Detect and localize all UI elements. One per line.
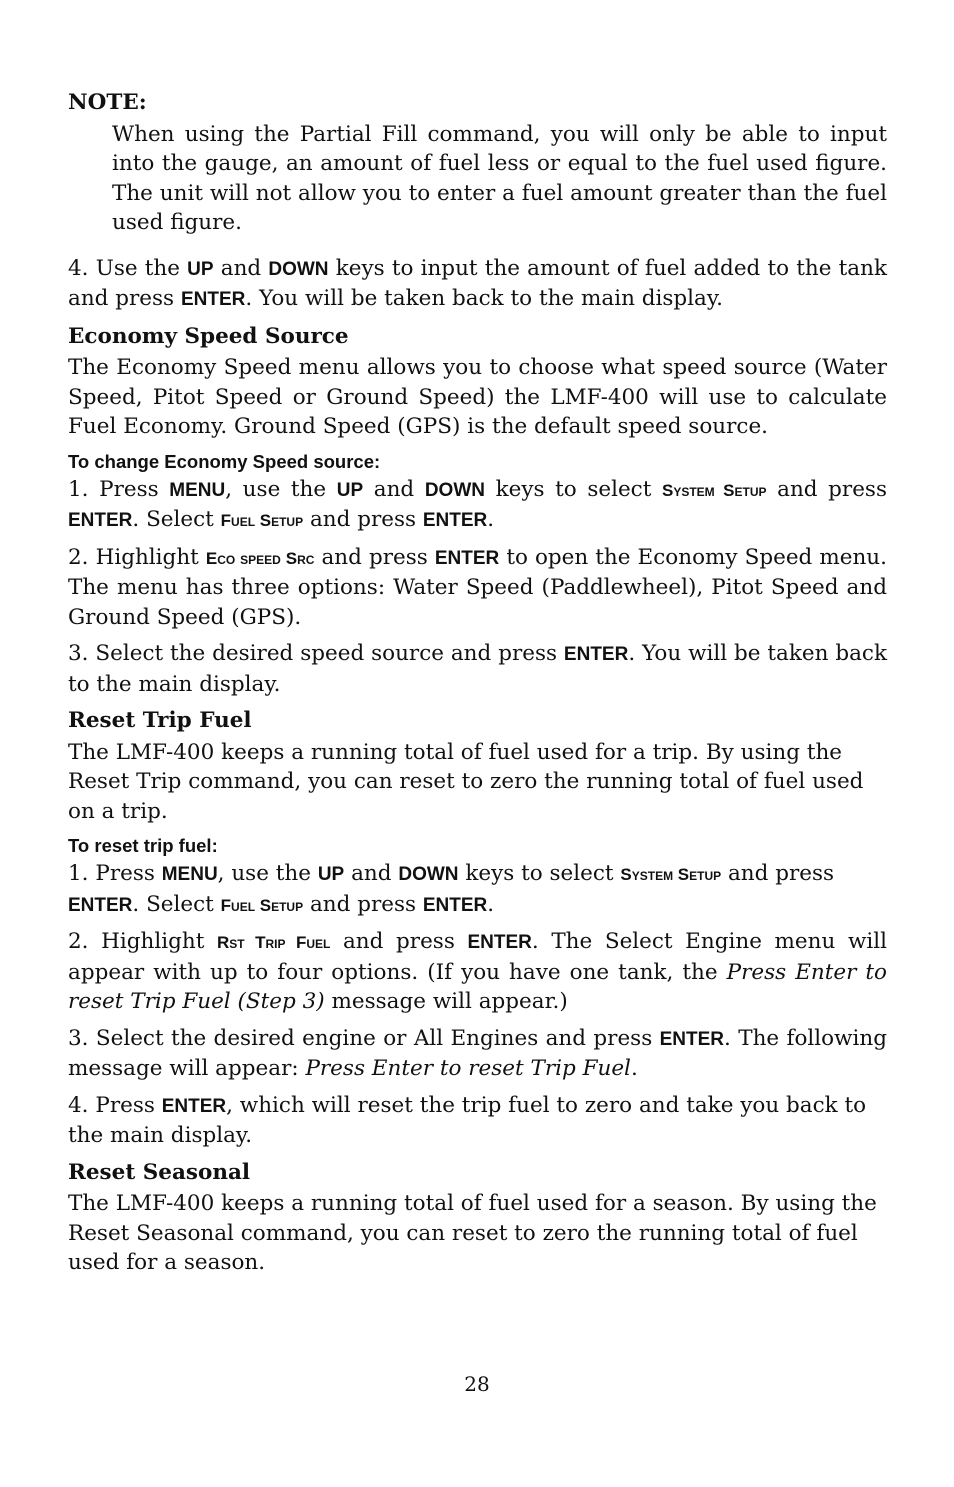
economy-step-1: 1. Press MENU, use the UP and DOWN keys to select System Setup and press ENTER. Select Fuel Setup and press ENTER. [68, 476, 888, 532]
key-enter: ENTER [467, 932, 532, 953]
key-enter: ENTER [161, 1095, 227, 1117]
menu-fuel-setup: Fuel Setup [220, 895, 304, 915]
heading-reset-trip-fuel: Reset Trip Fuel [68, 708, 252, 733]
key-enter: ENTER [422, 894, 488, 916]
menu-rst-trip-fuel: Rst Trip Fuel [216, 933, 331, 952]
key-enter: ENTER [180, 289, 246, 310]
key-enter: ENTER [422, 510, 488, 531]
key-menu: MENU [161, 864, 218, 885]
key-up: UP [336, 479, 364, 501]
heading-reset-seasonal: Reset Seasonal [68, 1159, 251, 1185]
economy-step-3: 3. Select the desired speed source and press ENTER. You will be taken back to the main display. [68, 641, 887, 697]
menu-system-setup: System Setup [661, 480, 767, 500]
menu-fuel-setup: Fuel Setup [220, 511, 304, 530]
seasonal-intro: The LMF-400 keeps a running total of fuel used for a season. By using the Reset Seasonal command, you can reset to zero the running total of fuel used for a season. [68, 1191, 877, 1275]
fill-step-4: 4. Use the UP and DOWN keys to input the amount of fuel added to the tank and press ENTER. You will be taken back to the main display. [68, 255, 887, 311]
economy-step-2: 2. Highlight Eco speed Src and press ENTER to open the Economy Speed menu. The menu has three options: Water Speed (Paddlewheel), Pitot Speed and Ground Speed (GPS). [68, 544, 887, 630]
menu-system-setup: System Setup [620, 865, 722, 884]
key-enter: ENTER [68, 894, 133, 916]
message-press-enter-reset: Press Enter to reset Trip Fuel [305, 1056, 631, 1081]
key-menu: MENU [169, 479, 226, 501]
trip-step-1: 1. Press MENU, use the UP and DOWN keys to select System Setup and press ENTER. Select Fuel Setup and press ENTER. [68, 861, 835, 917]
key-down: DOWN [424, 479, 485, 501]
key-up: UP [187, 258, 214, 280]
key-enter: ENTER [434, 547, 500, 569]
key-enter: ENTER [563, 644, 629, 665]
trip-step-3: 3. Select the desired engine or All Engines and press ENTER. The following message will appear: Press Enter to reset Trip Fuel. [68, 1025, 887, 1081]
trip-step-2: 2. Highlight Rst Trip Fuel and press ENTER. The Select Engine menu will appear with up to four options. (If you have one tank, the Press Enter to reset Trip Fuel (Step 3) message will appear.) [68, 929, 887, 1014]
key-up: UP [317, 864, 345, 885]
message-press-enter-step3: Press Enter to reset Trip Fuel (Step 3) [68, 959, 887, 1014]
economy-intro: The Economy Speed menu allows you to choose what speed source (Water Speed, Pitot Speed or Ground Speed) the LMF-400 will use to calculate Fuel Economy. Ground Speed (GPS) is the default speed source. [68, 355, 887, 439]
key-enter: ENTER [68, 510, 133, 531]
heading-economy-speed-source: Economy Speed Source [68, 323, 349, 349]
subheading-reset-trip: To reset trip fuel: [68, 835, 218, 856]
key-down: DOWN [268, 258, 329, 280]
subheading-change-economy: To change Economy Speed source: [68, 450, 381, 472]
note-body: When using the Partial Fill command, you will only be able to input into the gauge, an amount of fuel less or equal to the fuel used figure. The unit will not allow you to enter a fuel amount greater than the fuel used figure. [112, 121, 887, 235]
menu-eco-speed-src: Eco speed Src [205, 548, 315, 568]
trip-intro: The LMF-400 keeps a running total of fuel used for a trip. By using the Reset Trip command, you can reset to zero the running total of fuel used on a trip. [68, 739, 864, 824]
page-number: 28 [464, 1372, 490, 1396]
trip-step-4: 4. Press ENTER, which will reset the trip fuel to zero and take you back to the main display. [68, 1092, 867, 1148]
note-label: NOTE: [68, 90, 147, 115]
key-enter: ENTER [659, 1028, 725, 1050]
key-down: DOWN [398, 864, 459, 885]
